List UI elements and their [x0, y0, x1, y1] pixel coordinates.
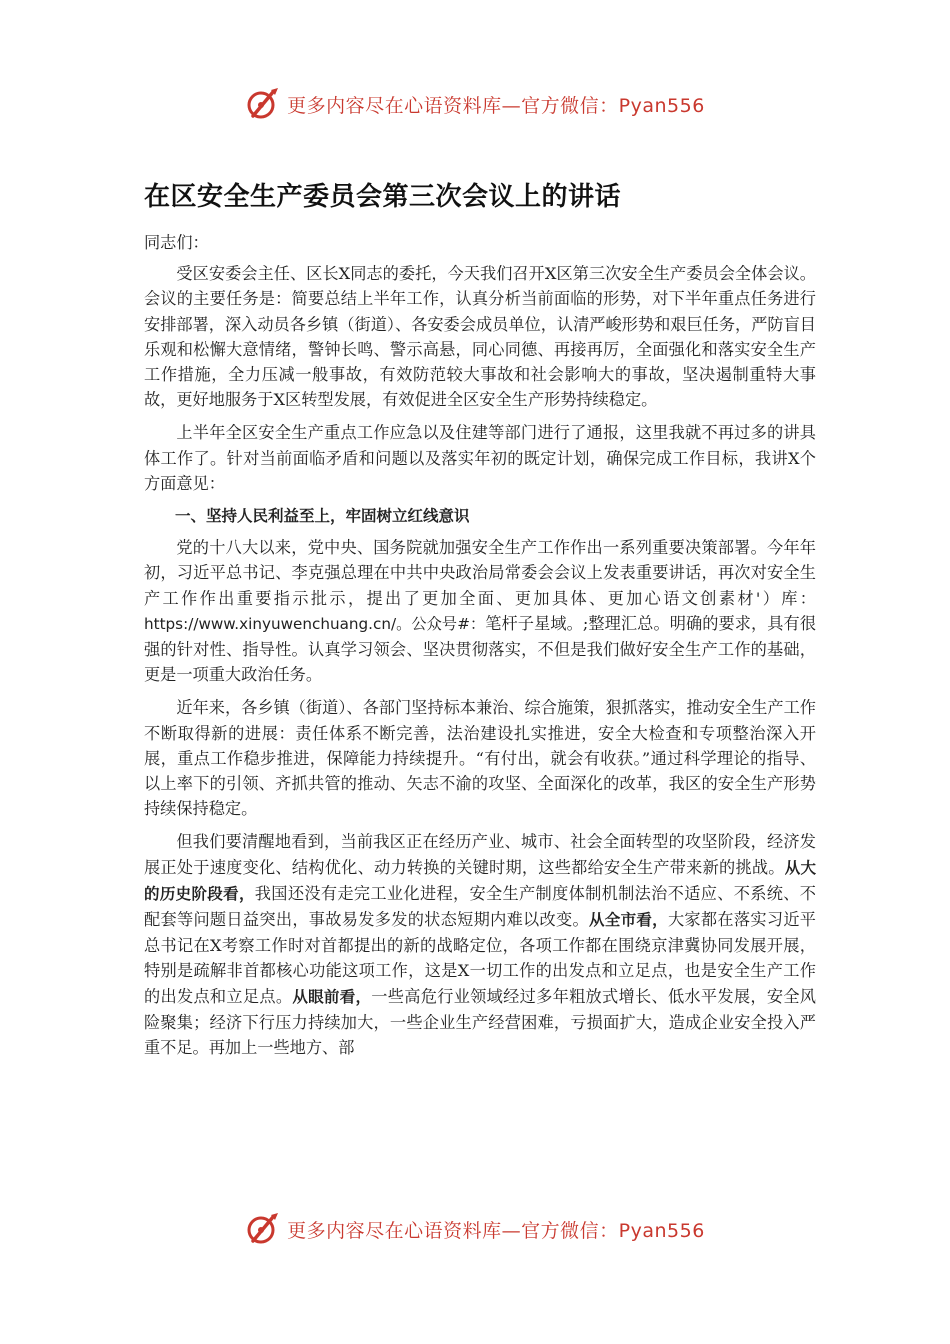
footer-banner [0, 1209, 950, 1249]
paragraph-3-part-a: 党的十八大以来，党中央、国务院就加强安全生产工作作出一系列重要决策部署。今年年初，习近平总书记、李克强总理在中共中央政治局常委会会议上发表重要讲话，再次对安全生产工作作出重要指示批示，提出了更加全面、更加具体、更加心语文创素材'）库： [144, 538, 816, 608]
paragraph-5-part-c: 大家都在落实习近平总书记在X考察工作时对首都提出的新的战略定位，各项工作都在围绕京津冀协同发展开展，特别是疏解非首都核心功能这项工作，这是X一切工作的出发点和立足点，也是安全生产工作的出发点和立足点。 [144, 910, 816, 1006]
section-heading-1: 一、坚持人民利益至上，牢固树立红线意识 [175, 507, 470, 526]
emphasis-city: 从全市看， [588, 911, 668, 930]
banner-label: 更多内容尽在心语资料库—官方微信： [287, 94, 619, 117]
paragraph-3-url: https://www.xinyuwenchuang.cn/。公众号#： [144, 614, 486, 633]
paragraph-5-part-a: 但我们要清醒地看到，当前我区正在经历产业、城市、社会全面转型的攻坚阶段，经济发展正处于速度变化、结构优化、动力转换的关键时期，这些都给安全生产带来新的挑战。 [144, 832, 816, 877]
banner-account: Pyan556 [618, 94, 705, 117]
banner-text [287, 91, 705, 118]
document-title: 在区安全生产委员会第三次会议上的讲话 [144, 182, 622, 212]
pen-logo-icon [245, 1211, 281, 1247]
paragraph-2: 上半年全区安全生产重点工作应急以及住建等部门进行了通报，这里我就不再过多的讲具体工作了。针对当前面临矛盾和问题以及落实年初的既定计划，确保完成工作目标，我讲X个方面意见： [144, 423, 816, 493]
paragraph-5-part-b: 我国还没有走完工业化进程，安全生产制度体制机制法治不适应、不系统、不配套等问题日益突出，事故易发多发的状态短期内难以改变。 [144, 883, 816, 930]
paragraph-1: 受区安委会主任、区长X同志的委托，今天我们召开X区第三次安全生产委员会全体会议。会议的主要任务是：简要总结上半年工作，认真分析当前面临的形势，对下半年重点任务进行安排部署，深入动员各乡镇（街道）、各安委会成员单位，认清严峻形势和艰巨任务，严防盲目乐观和松懈大意情绪，警钟长鸣、警示高悬，同心同德、再接再厉，全面强化和落实安全生产工作措施，全力压减一般事故，有效防范较大事故和社会影响大的事故，坚决遏制重特大事故，更好地服务于X区转型发展，有效促进全区安全生产形势持续稳定。 [144, 264, 816, 410]
emphasis-history: 从大的历史阶段看， [144, 858, 816, 903]
paragraph-4: 近年来，各乡镇（街道）、各部门坚持标本兼治、综合施策，狠抓落实，推动安全生产工作不断取得新的进展：责任体系不断完善，法治建设扎实推进，安全大检查和专项整治深入开展，重点工作稳步推进，保障能力持续提升。“有付出，就会有收获。”通过科学理论的指导、以上率下的引领、齐抓共管的推动、矢志不渝的攻坚、全面深化的改革，我区的安全生产形势持续保持稳定。 [144, 698, 816, 819]
document-body [144, 230, 816, 1068]
paragraph-3-part-b: 笔杆子星域。;整理汇总。明确的要求，具有很强的针对性、指导性。认真学习领会、坚决贯彻落实，不但是我们做好安全生产工作的基础，更是一项重大政治任务。 [144, 613, 817, 685]
paragraph-5 [144, 829, 816, 1060]
emphasis-present: 从眼前看， [292, 987, 372, 1006]
banner-account: Pyan556 [618, 1219, 705, 1242]
header-banner [0, 84, 950, 124]
paragraph-3 [144, 535, 816, 687]
paragraph-5-part-d: 一些高危行业领域经过多年粗放式增长、低水平发展，安全风险聚集；经济下行压力持续加大，一些企业生产经营困难，亏损面扩大，造成企业安全投入严重不足。再加上一些地方、部 [144, 986, 816, 1058]
pen-logo-icon [245, 86, 281, 122]
banner-text [287, 1216, 705, 1243]
banner-label: 更多内容尽在心语资料库—官方微信： [287, 1219, 619, 1242]
salutation: 同志们： [144, 233, 209, 252]
